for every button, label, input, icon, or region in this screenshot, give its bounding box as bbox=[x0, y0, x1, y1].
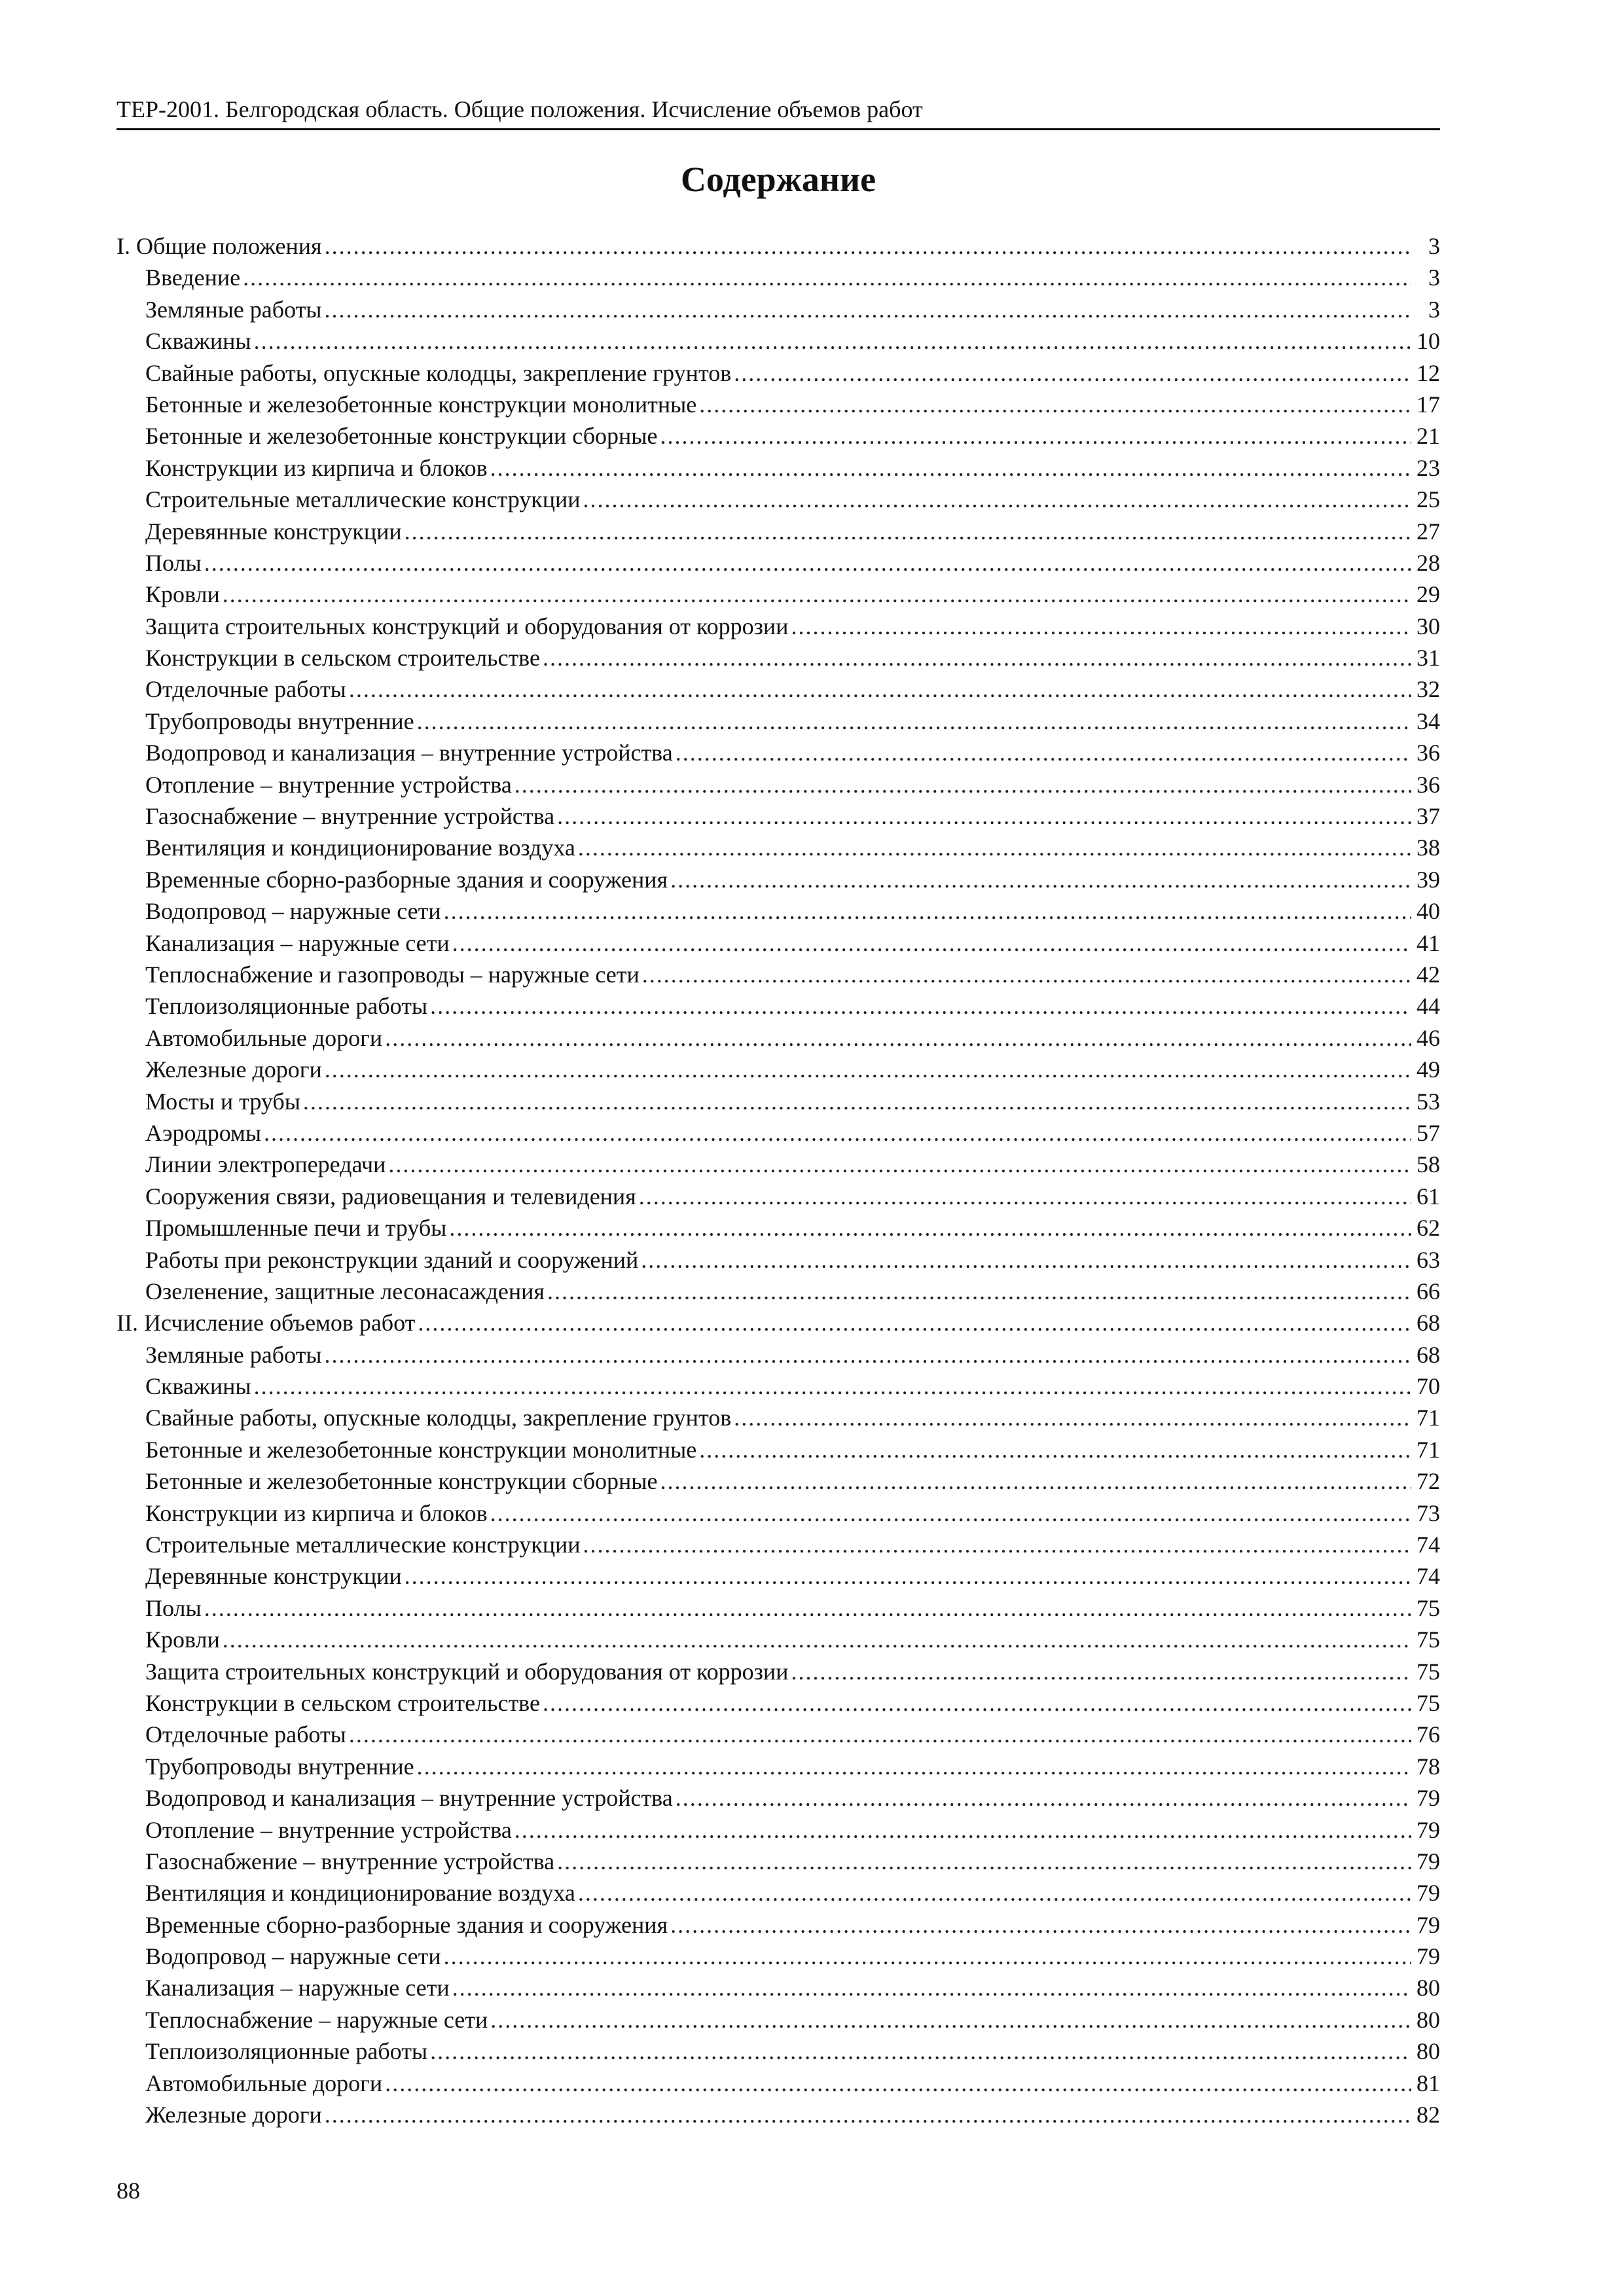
toc-entry-page: 79 bbox=[1416, 1785, 1440, 1812]
toc-entry-label: Конструкции из кирпича и блоков bbox=[145, 454, 488, 481]
toc-entry bbox=[117, 1465, 1440, 1497]
toc-dot-leader bbox=[578, 832, 1411, 863]
toc-entry bbox=[117, 262, 1440, 293]
toc-entry-page: 3 bbox=[1428, 233, 1440, 259]
page-title: Содержание bbox=[680, 160, 876, 199]
toc-entry-label: Свайные работы, опускные колодцы, закрепление грунтов bbox=[145, 359, 732, 386]
table-of-contents bbox=[117, 230, 1440, 2130]
toc-entry-label: Водопровод и канализация – внутренние устройства bbox=[145, 1785, 673, 1812]
toc-dot-leader bbox=[223, 1624, 1411, 1655]
toc-dot-leader bbox=[660, 420, 1411, 452]
toc-entry-label: Трубопроводы внутренние bbox=[145, 1753, 414, 1780]
toc-entry-label: Деревянные конструкции bbox=[145, 1563, 402, 1590]
toc-dot-leader bbox=[417, 1751, 1411, 1782]
toc-dot-leader bbox=[303, 1086, 1411, 1117]
toc-dot-leader bbox=[405, 516, 1411, 547]
toc-entry bbox=[117, 611, 1440, 642]
toc-entry-page: 42 bbox=[1416, 961, 1440, 988]
toc-entry-page: 30 bbox=[1416, 613, 1440, 639]
toc-entry-label: Бетонные и железобетонные конструкции сборные bbox=[145, 423, 658, 450]
toc-dot-leader bbox=[490, 1498, 1411, 1529]
toc-entry-label: Земляные работы bbox=[145, 296, 322, 323]
toc-dot-leader bbox=[449, 1212, 1411, 1244]
toc-entry bbox=[117, 2068, 1440, 2099]
toc-entry-page: 53 bbox=[1416, 1088, 1440, 1115]
toc-entry bbox=[117, 1244, 1440, 1276]
toc-dot-leader bbox=[578, 1877, 1411, 1909]
toc-entry bbox=[117, 1149, 1440, 1180]
toc-entry-page: 62 bbox=[1416, 1215, 1440, 1242]
toc-dot-leader bbox=[349, 673, 1411, 705]
toc-entry-page: 70 bbox=[1416, 1373, 1440, 1400]
toc-entry bbox=[117, 579, 1440, 610]
toc-entry-label: Временные сборно-разборные здания и сооружения bbox=[145, 866, 668, 893]
toc-entry-label: II. Исчисление объемов работ bbox=[117, 1310, 416, 1336]
toc-dot-leader bbox=[385, 1022, 1411, 1054]
toc-entry-page: 75 bbox=[1416, 1658, 1440, 1685]
toc-entry bbox=[117, 1022, 1440, 1054]
toc-entry-label: Конструкции в сельском строительстве bbox=[145, 645, 540, 672]
toc-entry-label: Водопровод – наружные сети bbox=[145, 1943, 441, 1970]
toc-entry-label: Полы bbox=[145, 549, 202, 576]
toc-entry bbox=[117, 1212, 1440, 1244]
toc-entry-page: 72 bbox=[1416, 1468, 1440, 1495]
toc-entry-page: 57 bbox=[1416, 1119, 1440, 1146]
toc-entry-page: 74 bbox=[1416, 1532, 1440, 1558]
toc-entry-page: 36 bbox=[1416, 740, 1440, 766]
toc-entry bbox=[117, 1751, 1440, 1782]
toc-entry bbox=[117, 990, 1440, 1022]
toc-dot-leader bbox=[490, 2004, 1411, 2036]
toc-entry bbox=[117, 2036, 1440, 2067]
toc-entry-label: Полы bbox=[145, 1594, 202, 1621]
toc-entry-page: 61 bbox=[1416, 1183, 1440, 1210]
toc-entry bbox=[117, 1972, 1440, 2003]
toc-entry-page: 79 bbox=[1416, 1880, 1440, 1907]
toc-entry-page: 76 bbox=[1416, 1721, 1440, 1748]
toc-dot-leader bbox=[670, 864, 1411, 895]
toc-entry bbox=[117, 294, 1440, 325]
toc-entry-page: 10 bbox=[1416, 328, 1440, 355]
toc-dot-leader bbox=[452, 1972, 1411, 2003]
toc-dot-leader bbox=[405, 1560, 1411, 1592]
toc-entry bbox=[117, 1814, 1440, 1846]
toc-entry bbox=[117, 769, 1440, 800]
toc-entry-page: 81 bbox=[1416, 2070, 1440, 2096]
toc-dot-leader bbox=[514, 1814, 1411, 1846]
toc-entry-label: Бетонные и железобетонные конструкции монолитные bbox=[145, 391, 697, 418]
toc-dot-leader bbox=[444, 895, 1411, 927]
toc-entry-page: 28 bbox=[1416, 549, 1440, 576]
toc-entry bbox=[117, 673, 1440, 705]
toc-dot-leader bbox=[547, 1276, 1411, 1307]
toc-entry bbox=[117, 1846, 1440, 1877]
toc-entry-page: 79 bbox=[1416, 1848, 1440, 1874]
toc-dot-leader bbox=[264, 1117, 1411, 1149]
toc-entry-label: Теплоизоляционные работы bbox=[145, 2038, 428, 2065]
toc-entry-label: Временные сборно-разборные здания и сооружения bbox=[145, 1911, 668, 1938]
toc-entry-page: 73 bbox=[1416, 1499, 1440, 1526]
toc-entry bbox=[117, 452, 1440, 484]
toc-entry bbox=[117, 737, 1440, 768]
toc-entry bbox=[117, 1719, 1440, 1750]
toc-entry bbox=[117, 1656, 1440, 1687]
toc-dot-leader bbox=[639, 1181, 1411, 1212]
toc-entry-page: 39 bbox=[1416, 866, 1440, 893]
toc-dot-leader bbox=[734, 357, 1411, 389]
toc-entry bbox=[117, 1086, 1440, 1117]
toc-entry-page: 27 bbox=[1416, 518, 1440, 545]
toc-entry-label: Автомобильные дороги bbox=[145, 1024, 383, 1051]
toc-entry-label: Линии электропередачи bbox=[145, 1151, 386, 1178]
toc-entry-label: Аэродромы bbox=[145, 1119, 262, 1146]
toc-entry-page: 38 bbox=[1416, 834, 1440, 861]
toc-dot-leader bbox=[543, 1687, 1411, 1719]
toc-entry-page: 63 bbox=[1416, 1246, 1440, 1273]
toc-dot-leader bbox=[641, 1244, 1411, 1276]
toc-dot-leader bbox=[325, 2099, 1411, 2130]
toc-dot-leader bbox=[444, 1941, 1411, 1972]
toc-entry bbox=[117, 642, 1440, 673]
toc-entry-label: Кровли bbox=[145, 581, 220, 608]
toc-entry-page: 58 bbox=[1416, 1151, 1440, 1178]
toc-entry bbox=[117, 1941, 1440, 1972]
toc-entry bbox=[117, 547, 1440, 579]
toc-entry-page: 49 bbox=[1416, 1056, 1440, 1083]
toc-dot-leader bbox=[734, 1402, 1411, 1433]
toc-entry-label: Автомобильные дороги bbox=[145, 2070, 383, 2096]
toc-entry-label: Введение bbox=[145, 264, 241, 291]
toc-dot-leader bbox=[583, 1529, 1411, 1560]
toc-entry bbox=[117, 1276, 1440, 1307]
toc-entry-page: 68 bbox=[1416, 1310, 1440, 1336]
toc-entry-page: 23 bbox=[1416, 454, 1440, 481]
toc-entry-page: 66 bbox=[1416, 1278, 1440, 1304]
toc-entry-page: 79 bbox=[1416, 1816, 1440, 1843]
toc-dot-leader bbox=[417, 706, 1411, 737]
toc-entry-page: 79 bbox=[1416, 1911, 1440, 1938]
toc-entry-label: Мосты и трубы bbox=[145, 1088, 300, 1115]
toc-entry-page: 37 bbox=[1416, 803, 1440, 830]
toc-entry bbox=[117, 1339, 1440, 1371]
toc-entry-page: 79 bbox=[1416, 1943, 1440, 1970]
toc-entry-label: Вентиляция и кондиционирование воздуха bbox=[145, 1880, 575, 1907]
toc-entry-label: Железные дороги bbox=[145, 2102, 322, 2128]
toc-entry-label: Земляные работы bbox=[145, 1341, 322, 1368]
toc-entry-label: Теплоизоляционные работы bbox=[145, 993, 428, 1020]
toc-entry-label: Кровли bbox=[145, 1626, 220, 1653]
toc-entry bbox=[117, 1909, 1440, 1941]
toc-entry-page: 82 bbox=[1416, 2102, 1440, 2128]
toc-dot-leader bbox=[452, 927, 1411, 959]
toc-dot-leader bbox=[418, 1307, 1411, 1338]
toc-entry bbox=[117, 484, 1440, 515]
toc-entry bbox=[117, 2004, 1440, 2036]
toc-entry bbox=[117, 1054, 1440, 1085]
toc-entry bbox=[117, 325, 1440, 357]
toc-entry-label: Вентиляция и кондиционирование воздуха bbox=[145, 834, 575, 861]
toc-entry bbox=[117, 1877, 1440, 1909]
toc-entry-page: 68 bbox=[1416, 1341, 1440, 1368]
toc-entry bbox=[117, 864, 1440, 895]
toc-entry-label: Конструкции из кирпича и блоков bbox=[145, 1499, 488, 1526]
toc-entry-label: Скважины bbox=[145, 328, 251, 355]
toc-dot-leader bbox=[385, 2068, 1411, 2099]
toc-entry-label: Защита строительных конструкций и оборудования от коррозии bbox=[145, 1658, 789, 1685]
running-header: ТЕР-2001. Белгородская область. Общие положения. Исчисление объемов работ bbox=[117, 92, 1440, 130]
toc-entry-label: Трубопроводы внутренние bbox=[145, 708, 414, 734]
toc-entry-page: 3 bbox=[1428, 296, 1440, 323]
toc-entry bbox=[117, 895, 1440, 927]
toc-entry-label: Скважины bbox=[145, 1373, 251, 1400]
toc-entry bbox=[117, 832, 1440, 863]
toc-entry-page: 12 bbox=[1416, 359, 1440, 386]
toc-entry-page: 46 bbox=[1416, 1024, 1440, 1051]
toc-entry-label: Строительные металлические конструкции bbox=[145, 1532, 581, 1558]
toc-entry bbox=[117, 1592, 1440, 1624]
toc-dot-leader bbox=[791, 1656, 1411, 1687]
toc-entry-label: Конструкции в сельском строительстве bbox=[145, 1689, 540, 1716]
toc-entry-page: 75 bbox=[1416, 1594, 1440, 1621]
toc-dot-leader bbox=[254, 1371, 1411, 1402]
toc-entry-page: 36 bbox=[1416, 771, 1440, 798]
toc-entry bbox=[117, 1498, 1440, 1529]
toc-entry-label: Водопровод и канализация – внутренние устройства bbox=[145, 740, 673, 766]
toc-entry-label: Сооружения связи, радиовещания и телевидения bbox=[145, 1183, 636, 1210]
toc-entry bbox=[117, 1529, 1440, 1560]
toc-dot-leader bbox=[676, 737, 1411, 768]
toc-entry bbox=[117, 1560, 1440, 1592]
toc-entry-page: 80 bbox=[1416, 2006, 1440, 2033]
toc-dot-leader bbox=[349, 1719, 1411, 1750]
toc-dot-leader bbox=[642, 959, 1411, 990]
toc-entry-label: Промышленные печи и трубы bbox=[145, 1215, 447, 1242]
toc-entry-page: 71 bbox=[1416, 1436, 1440, 1463]
toc-dot-leader bbox=[791, 611, 1411, 642]
toc-dot-leader bbox=[388, 1149, 1411, 1180]
toc-dot-leader bbox=[325, 294, 1412, 325]
toc-entry bbox=[117, 1782, 1440, 1814]
toc-entry-page: 75 bbox=[1416, 1626, 1440, 1653]
toc-dot-leader bbox=[243, 262, 1411, 293]
toc-dot-leader bbox=[430, 990, 1411, 1022]
toc-entry-label: Водопровод – наружные сети bbox=[145, 898, 441, 925]
toc-dot-leader bbox=[325, 1054, 1411, 1085]
toc-dot-leader bbox=[223, 579, 1411, 610]
toc-entry bbox=[117, 927, 1440, 959]
toc-entry-label: Газоснабжение – внутренние устройства bbox=[145, 803, 555, 830]
toc-entry-page: 80 bbox=[1416, 2038, 1440, 2065]
toc-entry-page: 31 bbox=[1416, 645, 1440, 672]
toc-entry bbox=[117, 420, 1440, 452]
toc-entry-label: Защита строительных конструкций и оборудования от коррозии bbox=[145, 613, 789, 639]
toc-dot-leader bbox=[514, 769, 1411, 800]
toc-entry bbox=[117, 1624, 1440, 1655]
toc-section bbox=[117, 1307, 1440, 1338]
toc-dot-leader bbox=[676, 1782, 1411, 1814]
toc-entry-page: 17 bbox=[1416, 391, 1440, 418]
toc-entry-label: Бетонные и железобетонные конструкции сборные bbox=[145, 1468, 658, 1495]
toc-entry bbox=[117, 800, 1440, 832]
toc-entry-label: Отделочные работы bbox=[145, 676, 346, 703]
toc-entry-label: Свайные работы, опускные колодцы, закрепление грунтов bbox=[145, 1405, 732, 1431]
toc-entry-page: 29 bbox=[1416, 581, 1440, 608]
toc-entry-page: 21 bbox=[1416, 423, 1440, 450]
toc-entry-label: Железные дороги bbox=[145, 1056, 322, 1083]
toc-entry-page: 78 bbox=[1416, 1753, 1440, 1780]
toc-entry-label: Озеленение, защитные лесонасаждения bbox=[145, 1278, 545, 1304]
toc-entry-label: I. Общие положения bbox=[117, 233, 322, 259]
toc-entry-page: 71 bbox=[1416, 1405, 1440, 1431]
toc-entry-label: Отопление – внутренние устройства bbox=[145, 1816, 512, 1843]
toc-dot-leader bbox=[325, 230, 1411, 262]
toc-entry-label: Строительные металлические конструкции bbox=[145, 486, 581, 513]
toc-dot-leader bbox=[699, 389, 1411, 420]
toc-entry bbox=[117, 357, 1440, 389]
toc-entry-page: 44 bbox=[1416, 993, 1440, 1020]
toc-entry-page: 41 bbox=[1416, 929, 1440, 956]
toc-entry bbox=[117, 1371, 1440, 1402]
toc-entry-page: 3 bbox=[1428, 264, 1440, 291]
toc-dot-leader bbox=[430, 2036, 1411, 2067]
toc-dot-leader bbox=[557, 800, 1411, 832]
toc-entry bbox=[117, 1434, 1440, 1465]
toc-entry-label: Теплоснабжение – наружные сети bbox=[145, 2006, 488, 2033]
toc-dot-leader bbox=[583, 484, 1411, 515]
toc-dot-leader bbox=[254, 325, 1411, 357]
toc-dot-leader bbox=[204, 1592, 1411, 1624]
toc-entry bbox=[117, 959, 1440, 990]
toc-entry-page: 25 bbox=[1416, 486, 1440, 513]
toc-dot-leader bbox=[490, 452, 1411, 484]
toc-dot-leader bbox=[699, 1434, 1411, 1465]
toc-entry bbox=[117, 1181, 1440, 1212]
toc-entry bbox=[117, 1402, 1440, 1433]
toc-entry-page: 80 bbox=[1416, 1975, 1440, 2001]
toc-entry bbox=[117, 516, 1440, 547]
toc-entry bbox=[117, 706, 1440, 737]
toc-entry-label: Бетонные и железобетонные конструкции монолитные bbox=[145, 1436, 697, 1463]
toc-dot-leader bbox=[660, 1465, 1411, 1497]
toc-entry bbox=[117, 1117, 1440, 1149]
toc-entry-page: 34 bbox=[1416, 708, 1440, 734]
toc-entry bbox=[117, 2099, 1440, 2130]
toc-entry-page: 74 bbox=[1416, 1563, 1440, 1590]
page-number: 88 bbox=[117, 2178, 140, 2204]
toc-dot-leader bbox=[543, 642, 1411, 673]
toc-entry-page: 75 bbox=[1416, 1689, 1440, 1716]
toc-entry-page: 40 bbox=[1416, 898, 1440, 925]
toc-section bbox=[117, 230, 1440, 262]
toc-entry-label: Канализация – наружные сети bbox=[145, 1975, 450, 2001]
toc-entry-page: 32 bbox=[1416, 676, 1440, 703]
toc-dot-leader bbox=[557, 1846, 1411, 1877]
toc-entry-label: Отопление – внутренние устройства bbox=[145, 771, 512, 798]
toc-dot-leader bbox=[204, 547, 1411, 579]
toc-dot-leader bbox=[325, 1339, 1412, 1371]
toc-entry-label: Теплоснабжение и газопроводы – наружные сети bbox=[145, 961, 640, 988]
toc-entry bbox=[117, 389, 1440, 420]
toc-entry-label: Газоснабжение – внутренние устройства bbox=[145, 1848, 555, 1874]
toc-dot-leader bbox=[670, 1909, 1411, 1941]
toc-entry-label: Канализация – наружные сети bbox=[145, 929, 450, 956]
toc-entry bbox=[117, 1687, 1440, 1719]
toc-entry-label: Работы при реконструкции зданий и сооружений bbox=[145, 1246, 639, 1273]
toc-entry-label: Деревянные конструкции bbox=[145, 518, 402, 545]
toc-entry-label: Отделочные работы bbox=[145, 1721, 346, 1748]
